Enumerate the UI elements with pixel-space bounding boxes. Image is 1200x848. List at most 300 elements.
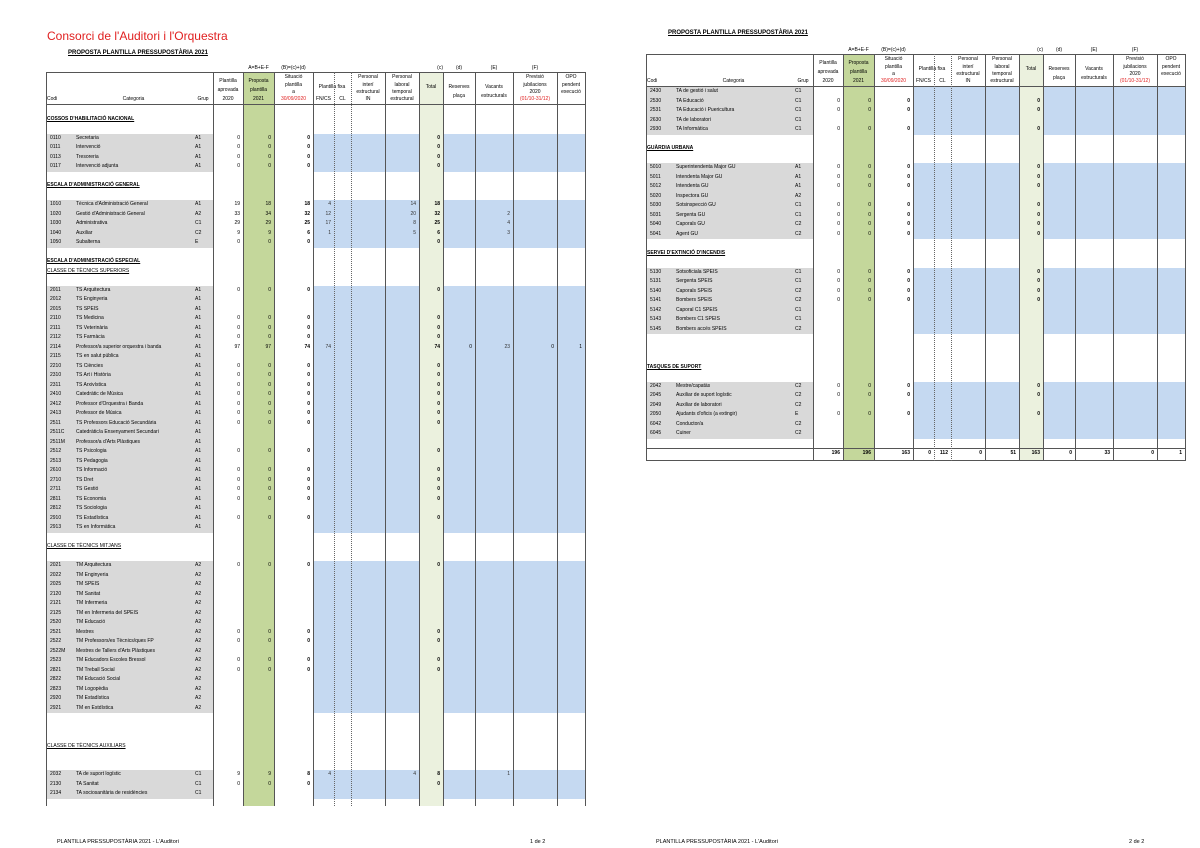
cell-grup: A2 xyxy=(195,619,202,625)
section-row xyxy=(646,154,1185,164)
formula-b: (B)=(c)+(d) xyxy=(281,65,306,71)
row-band xyxy=(913,211,1185,221)
table-row xyxy=(46,219,585,229)
cell-proposta-2021: 0 xyxy=(268,486,271,492)
cell-situacio: 0 xyxy=(307,638,310,644)
cell-codi: 5141 xyxy=(650,297,662,303)
row-band xyxy=(313,371,585,381)
cell-vacants: 3 xyxy=(507,229,510,236)
cell-total: 0 xyxy=(437,144,440,150)
cell-total: 0 xyxy=(1037,183,1040,189)
cell-situacio: 0 xyxy=(907,297,910,303)
row-band xyxy=(913,97,1185,107)
cell-plantilla-2020: 0 xyxy=(237,381,240,388)
cell-categoria: Inspectora GU xyxy=(676,192,709,199)
cell-total: 0 xyxy=(437,514,440,521)
cell-grup: A1 xyxy=(195,372,202,378)
table-row xyxy=(646,106,1185,116)
table-row xyxy=(646,410,1185,420)
document-title-page-2: PROPOSTA PLANTILLA PRESSUPOSTÀRIA 2021 xyxy=(668,30,808,36)
table-row xyxy=(46,419,585,429)
cell-proposta-2021: 0 xyxy=(868,411,871,417)
col-laboral-header-0: Personal xyxy=(392,74,412,80)
cell-plantilla-2020: 19 xyxy=(234,201,240,207)
cell-categoria: Ajudants d'oficis (a extingir) xyxy=(676,411,737,417)
cell-grup: C1 xyxy=(795,116,802,123)
section-row xyxy=(646,372,1185,382)
cell-total: 18 xyxy=(434,201,440,207)
cell-plantilla-2020: 0 xyxy=(837,183,840,189)
cell-situacio: 0 xyxy=(307,628,310,635)
table-row xyxy=(646,220,1185,230)
cell-situacio: 0 xyxy=(907,382,910,389)
cell-codi: 2050 xyxy=(650,411,662,417)
subsection-title: CLASSE DE TÈCNICS AUXILIARS xyxy=(47,742,126,749)
table-row xyxy=(46,514,585,524)
cell-vacants: 4 xyxy=(507,220,510,226)
cell-total: 0 xyxy=(437,419,440,426)
formula-a: A=B+E-F xyxy=(848,47,869,53)
cell-grup: C1 xyxy=(795,107,802,113)
col-vacants-header-0: Vacants xyxy=(1085,66,1103,72)
cell-situacio: 0 xyxy=(307,400,310,407)
cell-total: 0 xyxy=(437,657,440,663)
cell-situacio: 0 xyxy=(907,202,910,208)
table-row xyxy=(646,315,1185,325)
subsection-title: CLASSE DE TÈCNICS SUPERIORS xyxy=(47,267,130,274)
cell-grup: A1 xyxy=(195,457,202,464)
footer-left: PLANTILLA PRESSUPOSTÀRIA 2021 - L'Auditori xyxy=(57,839,179,845)
row-band xyxy=(913,182,1185,192)
row-band xyxy=(913,87,1185,97)
table-row xyxy=(46,314,585,324)
col-laboral-header-3: estructural xyxy=(990,78,1014,84)
cell-proposta-2021: 0 xyxy=(268,153,271,160)
cell-plantilla-2020: 0 xyxy=(837,268,840,275)
cell-categoria: Conductor/a xyxy=(676,420,704,427)
cell-categoria: Professor d'Orquestra i Banda xyxy=(76,400,144,407)
row-shade xyxy=(46,219,213,229)
col-plantilla-fixa-header: Plantilla fixa xyxy=(918,66,946,72)
row-band xyxy=(313,789,585,799)
cell-total: 0 xyxy=(437,163,440,169)
row-band xyxy=(313,447,585,457)
cell-categoria: TS Economia xyxy=(76,495,107,502)
cell-vacants: 1 xyxy=(507,771,510,777)
cell-total: 0 xyxy=(1037,297,1040,303)
cell-total: 0 xyxy=(437,780,440,787)
section-row xyxy=(46,115,585,125)
cell-plantilla-2020: 0 xyxy=(837,411,840,417)
row-band xyxy=(313,704,585,714)
cell-situacio: 0 xyxy=(307,324,310,331)
cell-grup: A1 xyxy=(195,163,202,169)
table-row xyxy=(46,390,585,400)
row-band xyxy=(313,675,585,685)
col-fncs-header: FN/CS xyxy=(316,96,331,102)
row-band xyxy=(913,420,1185,430)
table-row xyxy=(46,571,585,581)
cell-categoria: TM Arquitectura xyxy=(76,562,112,568)
column-line xyxy=(243,72,244,806)
cell-proposta-2021: 0 xyxy=(268,391,271,397)
cell-fncs: 74 xyxy=(325,343,331,350)
formula-f: (F) xyxy=(531,65,539,71)
cell-total: 0 xyxy=(1037,392,1040,398)
cell-codi: 2913 xyxy=(50,524,62,530)
column-line xyxy=(934,54,935,461)
cell-codi: 2110 xyxy=(50,315,61,321)
cell-grup: C1 xyxy=(795,316,802,322)
cell-proposta-2021: 0 xyxy=(868,382,871,389)
cell-proposta-2021: 29 xyxy=(265,220,271,226)
cell-situacio: 0 xyxy=(307,666,310,673)
cell-grup: A1 xyxy=(195,391,202,397)
row-shade xyxy=(46,571,213,581)
cell-plantilla-2020: 0 xyxy=(237,163,240,169)
col-plantilla-fixa-header: Plantilla fixa xyxy=(318,84,346,90)
cell-categoria: Tècnica d'Administració General xyxy=(76,201,148,207)
total-res: 0 xyxy=(1069,450,1072,456)
row-band xyxy=(913,315,1185,325)
cell-categoria: TS Arquitectura xyxy=(76,286,111,293)
column-line xyxy=(913,54,914,461)
cell-plantilla-2020: 0 xyxy=(237,495,240,502)
cell-categoria: Professor/a superior orquestra i banda xyxy=(76,343,162,350)
col-interi-header-2: estructural xyxy=(356,89,380,95)
cell-codi: 5140 xyxy=(650,287,662,294)
row-shade xyxy=(646,211,813,221)
cell-situacio: 0 xyxy=(307,410,310,416)
column-line xyxy=(513,72,514,806)
col-interi-header-1: interí xyxy=(362,82,374,88)
cell-situacio: 0 xyxy=(307,163,310,169)
table-row xyxy=(46,400,585,410)
cell-grup: A2 xyxy=(195,590,202,597)
section-row xyxy=(46,191,585,201)
row-band xyxy=(313,381,585,391)
cell-total: 0 xyxy=(437,476,440,483)
cell-plantilla-2020: 0 xyxy=(837,221,840,227)
section-row xyxy=(46,181,585,191)
cell-codi: 0111 xyxy=(50,144,61,150)
cell-categoria: TA Informàtica xyxy=(676,126,708,132)
col-codi-header: Codi xyxy=(47,96,58,102)
col-codi-header: Codi xyxy=(647,78,658,84)
row-shade xyxy=(646,268,813,278)
cell-categoria: TM Estadística xyxy=(76,695,110,701)
col-previsio-header-2: 2020 xyxy=(529,89,541,95)
cell-proposta-2021: 0 xyxy=(868,211,871,218)
cell-grup: C2 xyxy=(795,221,802,227)
row-shade xyxy=(46,314,213,324)
col-laboral-header-2: temporal xyxy=(392,89,412,95)
cell-categoria: TM Educadors Escoles Bressol xyxy=(76,657,146,663)
cell-grup: A2 xyxy=(195,562,202,568)
cell-grup: A1 xyxy=(195,467,202,473)
section-title: ESCALA D'ADMINISTRACIÓ ESPECIAL xyxy=(47,258,141,264)
cell-codi: 5143 xyxy=(650,316,662,322)
cell-plantilla-2020: 0 xyxy=(237,391,240,397)
row-band xyxy=(913,401,1185,411)
cell-grup: C1 xyxy=(795,202,802,208)
col-plantilla-header-1: aprovada xyxy=(217,87,239,93)
cell-situacio: 0 xyxy=(907,268,910,275)
cell-codi: 2610 xyxy=(50,467,62,473)
cell-codi: 2511M xyxy=(50,438,65,445)
cell-total: 0 xyxy=(437,467,440,473)
cell-categoria: Gestió d'Administració General xyxy=(76,210,145,217)
cell-total: 0 xyxy=(1037,126,1040,132)
col-categoria-header: Categoria xyxy=(122,96,145,102)
table-row xyxy=(46,495,585,505)
cell-grup: A2 xyxy=(195,609,202,616)
row-shade xyxy=(646,173,813,183)
row-shade xyxy=(646,315,813,325)
cell-grup: C1 xyxy=(795,306,802,313)
cell-proposta-2021: 9 xyxy=(268,771,271,777)
cell-grup: A1 xyxy=(195,448,202,454)
cell-plantilla-2020: 0 xyxy=(237,419,240,426)
row-shade xyxy=(46,305,213,315)
cell-categoria: Intendenta Major GU xyxy=(676,173,723,180)
total-lab: 51 xyxy=(1010,450,1016,456)
cell-fncs: 1 xyxy=(328,229,331,236)
row-band xyxy=(313,210,585,220)
cell-codi: 2811 xyxy=(50,495,61,502)
cell-categoria: Agent GU xyxy=(676,230,698,237)
table-row xyxy=(46,476,585,486)
cell-grup: C2 xyxy=(195,229,202,236)
cell-categoria: Caporal C1 SPEIS xyxy=(676,306,718,313)
table-row xyxy=(646,192,1185,202)
cell-proposta-2021: 0 xyxy=(268,562,271,568)
cell-total: 8 xyxy=(437,771,440,777)
cell-codi: 2512 xyxy=(50,448,62,454)
cell-plantilla-2020: 0 xyxy=(237,315,240,321)
section-row xyxy=(46,732,585,742)
cell-grup: A2 xyxy=(195,638,202,644)
cell-grup: A1 xyxy=(195,419,202,426)
row-shade xyxy=(646,296,813,306)
cell-total: 0 xyxy=(1037,382,1040,389)
cell-codi: 2531 xyxy=(650,107,662,113)
row-band xyxy=(913,116,1185,126)
col-previsio-header-2: 2020 xyxy=(1129,71,1141,77)
cell-grup: C1 xyxy=(795,126,802,132)
cell-proposta-2021: 0 xyxy=(268,410,271,416)
cell-categoria: Cuiner xyxy=(676,430,691,436)
cell-codi: 2112 xyxy=(50,334,61,340)
cell-situacio: 8 xyxy=(307,771,310,777)
row-band xyxy=(313,409,585,419)
cell-categoria: Secretaria xyxy=(76,134,99,141)
cell-situacio: 0 xyxy=(307,391,310,397)
table-row xyxy=(46,523,585,533)
col-vacants-header-1: estructurals xyxy=(481,93,507,99)
cell-grup: A1 xyxy=(195,410,202,416)
subsection-title: CLASSE DE TÈCNICS MITJANS xyxy=(47,543,122,549)
cell-codi: 5145 xyxy=(650,325,662,332)
row-shade xyxy=(646,429,813,439)
row-shade xyxy=(646,382,813,392)
table-row xyxy=(646,429,1185,439)
row-band xyxy=(313,352,585,362)
row-band xyxy=(313,438,585,448)
cell-categoria: Sergenta GU xyxy=(676,211,706,218)
cell-categoria: TS Veterinària xyxy=(76,324,108,331)
table-row xyxy=(46,618,585,628)
cell-categoria: TS Art i Història xyxy=(76,372,111,378)
cell-plantilla-2020: 0 xyxy=(237,286,240,293)
cell-grup: A2 xyxy=(795,192,802,199)
cell-proposta-2021: 0 xyxy=(868,202,871,208)
table-row xyxy=(46,561,585,571)
cell-codi: 1050 xyxy=(50,239,62,245)
cell-codi: 5030 xyxy=(650,202,662,208)
cell-grup: A1 xyxy=(195,324,202,331)
table-row xyxy=(646,125,1185,135)
cell-plantilla-2020: 0 xyxy=(237,239,240,245)
row-shade xyxy=(46,371,213,381)
row-band xyxy=(313,390,585,400)
row-shade xyxy=(46,628,213,638)
cell-total: 0 xyxy=(437,562,440,568)
section-row xyxy=(646,439,1185,449)
cell-situacio: 0 xyxy=(907,411,910,417)
col-proposta-header-2: 2021 xyxy=(852,78,865,84)
section-row xyxy=(46,751,585,761)
cell-categoria: Mestre/capatàs xyxy=(676,382,711,389)
cell-plantilla-2020: 0 xyxy=(837,287,840,294)
column-line xyxy=(46,72,47,806)
row-band xyxy=(313,428,585,438)
cell-codi: 2511C xyxy=(50,429,65,435)
cell-categoria: Catedràtic de Música xyxy=(76,391,123,397)
cell-plantilla-2020: 0 xyxy=(237,448,240,454)
row-shade xyxy=(646,182,813,192)
row-shade xyxy=(46,143,213,153)
col-interi-header-0: Personal xyxy=(958,56,978,62)
column-line xyxy=(351,72,352,806)
row-shade xyxy=(46,153,213,163)
row-shade xyxy=(46,666,213,676)
cell-categoria: Sotsinspecció GU xyxy=(676,202,716,208)
cell-grup: C1 xyxy=(795,97,802,104)
table-row xyxy=(46,656,585,666)
cell-codi: 2410 xyxy=(50,391,62,397)
cell-grup: A2 xyxy=(195,628,202,635)
section-row xyxy=(46,172,585,182)
cell-categoria: TS Estadística xyxy=(76,514,109,521)
section-row xyxy=(46,723,585,733)
table-row xyxy=(46,685,585,695)
table-row xyxy=(46,381,585,391)
row-band xyxy=(313,685,585,695)
cell-laboral: 4 xyxy=(413,771,416,777)
cell-proposta-2021: 0 xyxy=(868,392,871,398)
cell-proposta-2021: 0 xyxy=(268,628,271,635)
section-title: ESCALA D'ADMINISTRACIÓ GENERAL xyxy=(47,182,140,188)
table-row xyxy=(46,504,585,514)
cell-codi: 2045 xyxy=(650,392,662,398)
cell-situacio: 0 xyxy=(307,334,310,340)
table-row xyxy=(46,286,585,296)
table-row xyxy=(46,162,585,172)
col-reserves-header-1: plaça xyxy=(453,93,465,99)
cell-situacio: 0 xyxy=(307,362,310,369)
section-row xyxy=(46,257,585,267)
cell-categoria: Mestres de Tallers d'Arts Plàstiques xyxy=(76,647,155,654)
row-band xyxy=(913,173,1185,183)
col-situacio-header-0: Situació xyxy=(284,74,303,80)
col-laboral-header-1: laboral xyxy=(394,82,410,88)
cell-situacio: 0 xyxy=(307,315,310,321)
cell-plantilla-2020: 0 xyxy=(237,476,240,483)
total-fn: 0 xyxy=(928,450,931,456)
table-row xyxy=(46,694,585,704)
cell-codi: 5011 xyxy=(650,173,661,180)
cell-total: 0 xyxy=(437,628,440,635)
cell-proposta-2021: 0 xyxy=(868,107,871,113)
table-row xyxy=(646,211,1185,221)
totals-row xyxy=(646,449,1185,459)
cell-total: 0 xyxy=(437,495,440,502)
col-laboral-header-1: laboral xyxy=(994,64,1010,70)
cell-categoria: TS Informació xyxy=(76,467,108,473)
cell-categoria: TA de gestió i salut xyxy=(676,88,718,94)
cell-total: 0 xyxy=(1037,211,1040,218)
table-row xyxy=(46,238,585,248)
row-band xyxy=(313,770,585,780)
table-row xyxy=(46,153,585,163)
footer-left-page-2: PLANTILLA PRESSUPOSTÀRIA 2021 - L'Auditori xyxy=(656,839,778,845)
cell-grup: A1 xyxy=(195,286,202,293)
cell-codi: 5031 xyxy=(650,211,662,218)
cell-proposta-2021: 34 xyxy=(265,210,271,217)
cell-codi: 2134 xyxy=(50,790,62,796)
row-shade xyxy=(46,590,213,600)
col-opo-header-2: execució xyxy=(1161,71,1181,77)
cell-previsio: 0 xyxy=(551,343,554,350)
cell-grup: C1 xyxy=(195,220,202,226)
cell-codi: 5020 xyxy=(650,192,662,199)
table-row xyxy=(46,447,585,457)
cell-plantilla-2020: 0 xyxy=(237,144,240,150)
col-proposta-header-2: 2021 xyxy=(252,96,265,102)
cell-proposta-2021: 0 xyxy=(268,163,271,169)
cell-total: 0 xyxy=(437,362,440,369)
row-band xyxy=(913,287,1185,297)
cell-grup: A2 xyxy=(195,704,202,711)
col-situacio-header-1: plantilla xyxy=(285,82,302,88)
col-proposta-header-0: Proposta xyxy=(248,78,269,84)
row-shade xyxy=(46,229,213,239)
cell-situacio: 32 xyxy=(304,210,310,217)
cell-proposta-2021: 0 xyxy=(268,334,271,340)
row-band xyxy=(913,192,1185,202)
cell-plantilla-2020: 0 xyxy=(237,657,240,663)
cell-situacio: 0 xyxy=(307,448,310,454)
col-proposta-header-0: Proposta xyxy=(848,60,869,66)
cell-proposta-2021: 0 xyxy=(268,638,271,644)
cell-codi: 2522 xyxy=(50,638,62,644)
col-interi-header-3: IN xyxy=(365,96,371,102)
table-row xyxy=(646,296,1185,306)
section-row xyxy=(646,363,1185,373)
table-row xyxy=(646,87,1185,97)
col-previsio-header-3: (01/10-31/12) xyxy=(519,96,551,102)
